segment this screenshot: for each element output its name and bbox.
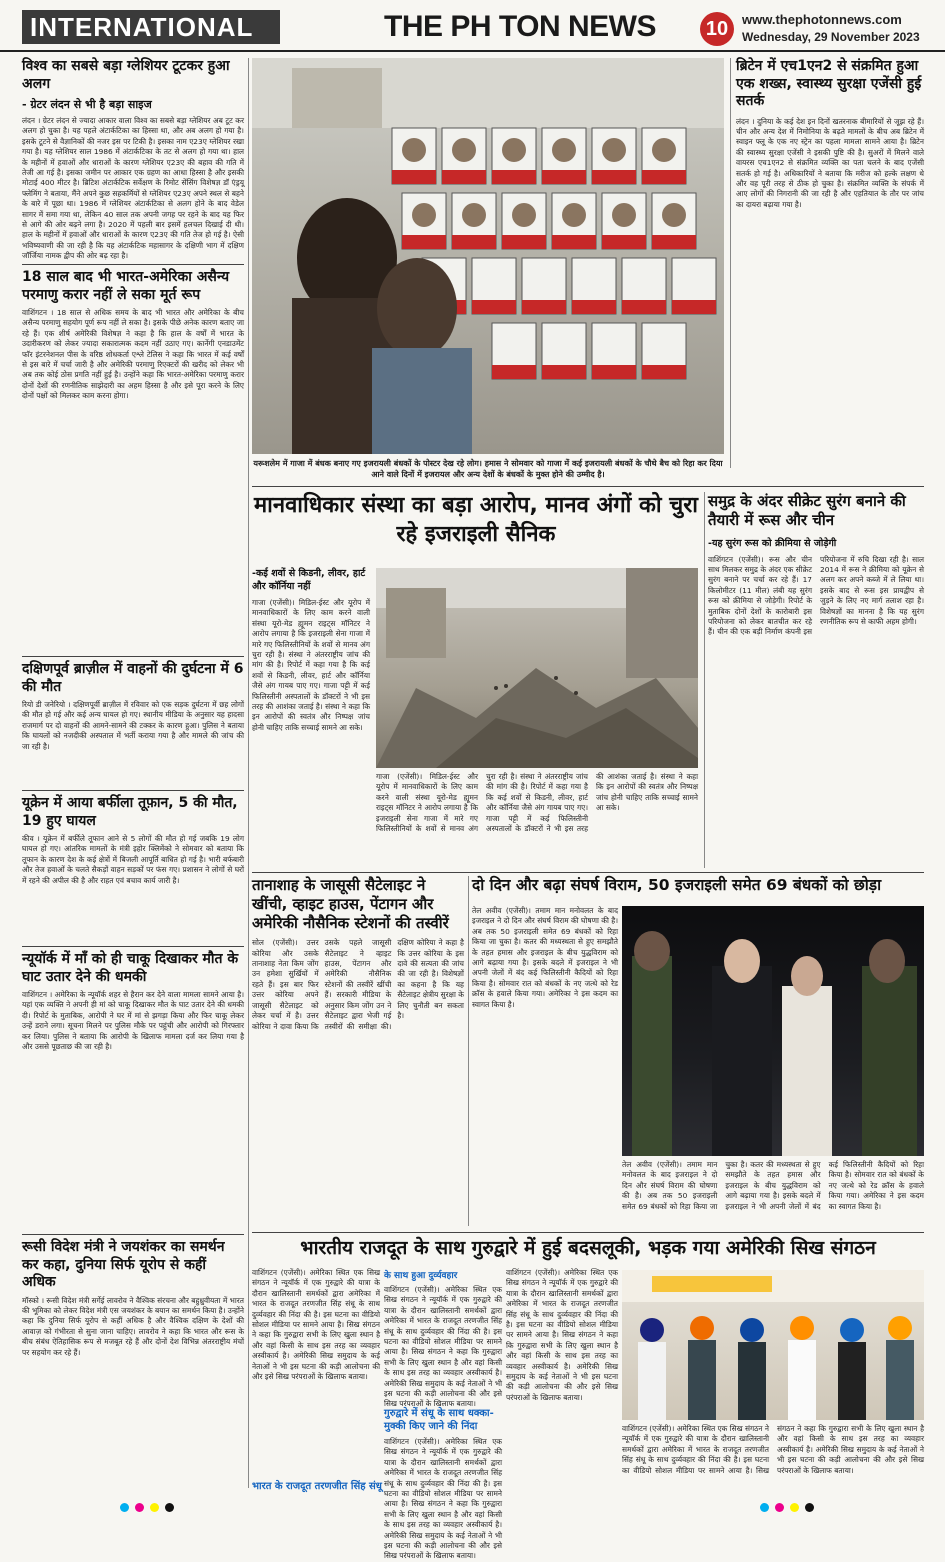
body-ceasefire: तेल अवीव (एजेंसी)। तमाम मान मनोवलत के बाद इजराइल ने दो दिन और संघर्ष विराम की घोषणा की है। अब तक 50 इजराइली समेत 69 बंधकों को रिहा किया जा चुका है। कतर की मध्यस्थता से हुए समझौते के तहत हमास और इजराइल के बीच युद्धविराम को आगे बढ़ाया गया है। इसके बदले में इजराइल ने भी अपनी जेलों में बंद कई फिलिस्तीनी कैदियों को रिहा किया है। सोमवार रात को बंधकों के नए जत्थे को रेड क्रॉस के हवाले किया गया। अमेरिका ने इस कदम का स्वागत किया है। [472, 906, 618, 1009]
photo-illustration [252, 58, 724, 454]
headline-satellite: तानाशाह के जासूसी सैटेलाइट ने खींची, व्हाइट हाउस, पेंटागन और अमेरिकी नौसैनिक स्टेशनों की तस्वीरें [252, 876, 449, 932]
event-illustration [622, 1270, 924, 1420]
human-rights-col1 [252, 566, 370, 866]
divider [252, 872, 924, 873]
hostage-posters-photo [252, 58, 724, 454]
body-newyork: वाशिंगटन । अमेरिका के न्यूयॉर्क शहर से हैरान कर देने वाला मामला सामने आया है। यहां एक व्यक्ति ने अपनी ही मां को चाकू दिखाकर मौत के घाट उतार देने की धमकी दी। रिपोर्ट के मुताबिक, आरोपी ने घर में मां से झगड़ा किया और फिर चाकू लेकर उन्हें डराने लगा। सूचना मिलने पर पुलिस मौके पर पहुंची और आरोपी को गिरफ्तार कर लिया। पुलिस ने बताया कि आरोपी के खिलाफ मामला दर्ज कर लिया गया है और उससे पूछताछ की जा रही है। [22, 990, 244, 1052]
headline-human-rights: मानवाधिकार संस्था का बड़ा आरोप, मानव अंगों को चुरा रहे इजराइली सैनिक [254, 493, 698, 547]
column-separator [468, 876, 469, 1226]
quote-credit: भारत के राजदूत तरणजीत सिंह संधू [252, 1481, 382, 1492]
headline-india-us: 18 साल बाद भी भारत-अमेरिका असैन्य परमाणु करार नहीं ले सका मूर्त रूप [22, 269, 230, 303]
sikh-col2 [384, 1268, 502, 1561]
sikh-col3 [506, 1268, 618, 1488]
headline-ukraine: यूक्रेन में आया बर्फीला तूफ़ान, 5 की मौत, 19 हुए घायल [22, 795, 238, 829]
body-india-us: वाशिंगटन । 18 साल से अधिक समय के बाद भी भारत और अमेरिका के बीच असैन्य परमाणु सहयोग पूर्ण रूप नहीं ले सका है। इसके पीछे अनेक कारण बताए जा रहे हैं। एक शीर्ष अमेरिकी विशेषज्ञ ने कहा है कि हाल के वर्षों में भारत के उदारीकरण को लेकर ज्यादा सकारात्मक कदम नहीं उठाए गए। कार्नेगी एनडाउमेंट फॉर इंटरनेशनल पीस के वरिष्ठ शोधकर्ता एश्ले टेलिस ने कहा कि भारत में कई वर्षों से इस बारे में चर्चा जारी है और अमेरिकी परमाणु रिएक्टरों की खरीद को लेकर भी अब तक कोई ठोस प्रगति नहीं हुई है। उन्होंने कहा कि भारत-अमेरिका परमाणु करार दोनों देशों की रणनीतिक साझेदारी का अहम हिस्सा है और इसे पूरा करने के लिए दोनों पक्षों को मिलकर काम करना होगा। [22, 308, 244, 401]
gaza-rubble-photo [376, 568, 698, 768]
cyan-dot [120, 1503, 129, 1512]
body-human-rights: गाजा (एजेंसी)। मिडिल-ईस्ट और यूरोप में मानवाधिकारों के लिए काम करने वाली संस्था यूरो-मेड ह्यूमन राइट्स मॉनिटर ने आरोप लगाया है कि इजराइली सेना गाजा में मारे गए फिलिस्तीनियों के शवों से मानव अंग चुरा रही है। संस्था ने अंतरराष्ट्रीय जांच की मांग की है। रिपोर्ट में कहा गया है कि कई शवों से किडनी, लीवर, हार्ट और कॉर्निया जैसे अंग गायब पाए गए। गाजा पट्टी में कई फिलिस्तीनी अस्पतालों के डॉक्टरों ने भी इस तरह की आशंका जताई है। संस्था ने कहा कि इन आरोपों की स्वतंत्र और निष्पक्ष जांच होनी चाहिए ताकि सच्चाई सामने आ सके। [252, 598, 370, 732]
subhead-russia-china: -यह सुरंग रूस को क्रीमिया से जोड़ेगी [708, 537, 837, 549]
rubble-illustration [376, 568, 698, 768]
h1n2-article [736, 58, 924, 466]
divider [252, 486, 924, 487]
body-satellite: सोल (एजेंसी)। उत्तर कोरिया और उसके तानाशाह नेता किम जोंग उन हमेशा सुर्खियों में रहते हैं। इस बार फिर उत्तर कोरिया अपने जासूसी सैटेलाइट को लेकर चर्चा में है। उत्तर कोरिया ने दावा किया कि उसके पहले जासूसी सैटेलाइट ने व्हाइट हाउस, पेंटागन और अमेरिकी नौसैनिक स्टेशनों की तस्वीरें खींची हैं। सरकारी मीडिया के अनुसार किम जोंग उन ने सैटेलाइट द्वारा भेजी गई तस्वीरों की समीक्षा की। दक्षिण कोरिया ने कहा है कि उत्तर कोरिया के इस दावे की सत्यता की जांच की जा रही है। विशेषज्ञों का कहना है कि यह सैटेलाइट क्षेत्रीय सुरक्षा के लिए चुनौती बन सकता है। [252, 938, 464, 1031]
publication-date: Wednesday, 29 November 2023 [742, 30, 920, 44]
headline-glacier: विश्व का सबसे बड़ा ग्लेशियर टूटकर हुआ अलग [22, 58, 230, 92]
body-glacier: लंदन । ग्रेटर लंदन से ज्यादा आकार वाला विश्व का सबसे बड़ा ग्लेशियर अब टूट कर अलग हो चुका है। यह पहले अंटार्कटिका का हिस्सा था, और अब अलग हो गया है। इसके टूटने से वैज्ञानिकों की नजर इस पर टिकी है। इसका नाम ए23ए ग्लेशियर रखा गया है। यह ग्लेशियर साल 1986 में अंटार्कटिका के तट से अलग हो गया था। हाल के महीनों में हवाओं और धाराओं के कारण ग्लेशियर ए23ए की बहाव की गति में तेजी आ गई है। इसका जमीन पर आकार एक ग्रहण का आधा हिस्सा है और इसकी मोटाई 400 मीटर है। ब्रिटिश अंटार्कटिक सर्वेक्षण के रिमोट सेंसिंग विशेषज्ञ डॉ एंड्रयू फ्लेमिंग ने बताया, मैंने अपने कुछ सहकर्मियों से ग्लेशियर ए23ए अपने स्थल से बहने के बारे में पूछा था। 1986 में ग्लेशियर अंटार्कटिका से अलग होने के बाद वेडेल सागर में समा गया था, लेकिन 40 साल तक अपनी जगह पर रहने के बाद यह फिर से आगे की ओर बढ़ने लगा है। 2020 में पहली बार इसमें हलचल दिखाई दी थी। हाल के महीनों में हवाओं और धाराओं के कारण ए23ए की गति तेज हो गई है। ऐसी भविष्यवाणी की जा रही है कि यह अंटार्कटिक महासागर के दक्षिणी भाग में दक्षिण जॉर्जिया नामक द्वीप की ओर बढ़ रहा है। [22, 116, 244, 261]
russia-article [22, 1234, 244, 1486]
headline-brazil: दक्षिणपूर्व ब्राज़ील में वाहनों की दुर्घटना में 6 की मौत [22, 661, 244, 695]
subhead-human-rights: -कई शवों से किडनी, लीवर, हार्ट और कॉर्निया नहीं [252, 568, 366, 592]
yellow-dot [790, 1503, 799, 1512]
section-tag: INTERNATIONAL [22, 10, 280, 44]
masthead [0, 0, 945, 52]
headline-russia-china: समुद्र के अंदर सीक्रेट सुरंग बनाने की तैयारी में रूस और चीन [708, 492, 906, 529]
released-hostages-photo [622, 906, 924, 1156]
registration-marks-right [760, 1503, 814, 1512]
headline-ceasefire: दो दिन और बढ़ा संघर्ष विराम, 50 इजराइली समेत 69 बंधकों को छोड़ा [472, 876, 882, 894]
ceasefire-article [472, 876, 924, 1228]
body-sikh-col3: वाशिंगटन (एजेंसी)। अमेरिका स्थित एक सिख संगठन ने न्यूयॉर्क में एक गुरुद्वारे की यात्रा के दौरान खालिस्तानी समर्थकों द्वारा अमेरिका में भारत के राजदूत तरणजीत सिंह संधू के साथ दुर्व्यवहार की निंदा की है। इस घटना का वीडियो सोशल मीडिया पर सामने आया है। सिख संगठन ने कहा कि गुरुद्वारा सभी के लिए खुला स्थान है और वहां किसी के साथ इस तरह का व्यवहार अस्वीकार्य है। अमेरिकी सिख समुदाय के कई नेताओं ने भी इस घटना की कड़ी आलोचना की और इसे सिख परंपराओं के खिलाफ बताया। [506, 1268, 618, 1402]
headline-sikh: भारतीय राजदूत के साथ गुरुद्वारे में हुई बदसलूकी, भड़क गया अमेरिकी सिख संगठन [300, 1237, 876, 1259]
body-sikh: वाशिंगटन (एजेंसी)। अमेरिका स्थित एक सिख संगठन ने न्यूयॉर्क में एक गुरुद्वारे की यात्रा के दौरान खालिस्तानी समर्थकों द्वारा अमेरिका में भारत के राजदूत तरणजीत सिंह संधू के साथ दुर्व्यवहार की निंदा की है। इस घटना का वीडियो सोशल मीडिया पर सामने आया है। सिख संगठन ने कहा कि गुरुद्वारा सभी के लिए खुला स्थान है और वहां किसी के साथ इस तरह का व्यवहार अस्वीकार्य है। अमेरिकी सिख समुदाय के कई नेताओं ने भी इस घटना की कड़ी आलोचना की और इसे सिख परंपराओं के खिलाफ बताया। [252, 1268, 380, 1382]
body-ukraine: कीव । यूक्रेन में बर्फीले तूफान आने से 5 लोगों की मौत हो गई जबकि 19 लोग घायल हो गए। आंतरिक मामलों के मंत्री इहोर क्लिमेंको ने सोमवार को बताया कि तूफान के कारण देश के कई क्षेत्रों में बिजली आपूर्ति बाधित हो गई है। भारी बर्फबारी और तेज हवाओं के चलते सैकड़ों वाहन सड़कों पर फंस गए। प्रशासन ने लोगों से घरों में रहने की अपील की है और राहत एवं बचाव कार्य जारी है। [22, 834, 244, 885]
quote-sikh: गुरुद्वारे में संधू के साथ धक्का-मुक्की किए जाने की निंदा [384, 1408, 494, 1432]
body-sikh-col4: वाशिंगटन (एजेंसी)। अमेरिका स्थित एक सिख संगठन ने न्यूयॉर्क में एक गुरुद्वारे की यात्रा के दौरान खालिस्तानी समर्थकों द्वारा अमेरिका में भारत के राजदूत तरणजीत सिंह संधू के साथ दुर्व्यवहार की निंदा की है। इस घटना का वीडियो सोशल मीडिया पर सामने आया है। सिख संगठन ने कहा कि गुरुद्वारा सभी के लिए खुला स्थान है और वहां किसी के साथ इस तरह का व्यवहार अस्वीकार्य है। अमेरिकी सिख समुदाय के कई नेताओं ने भी इस घटना की कड़ी आलोचना की और इसे सिख परंपराओं के खिलाफ बताया। [622, 1424, 924, 1475]
newspaper-brand: THE PH TON NEWS [384, 10, 656, 43]
divider [22, 264, 244, 265]
left-column [22, 58, 244, 1236]
gurudwara-event-photo [622, 1270, 924, 1420]
body-russia: मॉस्को । रूसी विदेश मंत्री सर्गेई लावरोव ने वैश्विक संरचना और बहुध्रुवीयता में भारत की भूमिका को लेकर विदेश मंत्री एस जयशंकर के बयान का समर्थन किया है। उन्होंने कहा कि दुनिया सिर्फ यूरोप से कहीं अधिक है और वैश्विक दक्षिण के देशों की आवाज़ को गंभीरता से सुना जाना चाहिए। लावरोव ने कहा कि भारत और रूस के बीच संबंध ऐतिहासिक रूप से मजबूत रहे हैं और दोनों देश विभिन्न अंतरराष्ट्रीय मंचों पर सहयोग कर रहे हैं। [22, 1295, 244, 1357]
headline-h1n2: ब्रिटेन में एच1एन2 से संक्रमित हुआ एक शख्स, स्वास्थ्य सुरक्षा एजेंसी हुई सतर्क [736, 58, 922, 109]
box-title-sikh: के साथ हुआ दुर्व्यवहार [384, 1271, 458, 1281]
magenta-dot [135, 1503, 144, 1512]
black-dot [165, 1503, 174, 1512]
body-brazil: रियो डी जनेरियो । दक्षिणपूर्वी ब्राज़ील में रविवार को एक सड़क दुर्घटना में छह लोगों की मौत हो गई और कई अन्य घायल हो गए। स्थानीय मीडिया के अनुसार यह हादसा राजमार्ग पर दो वाहनों की आमने-सामने की टक्कर के कारण हुआ। पुलिस ने बताया कि घायलों को नजदीकी अस्पताल में भर्ती कराया गया है और मामले की जांच की जा रही है। [22, 700, 244, 751]
photo-caption: यरूशलेम में गाजा में बंधक बनाए गए इजरायली बंधकों के पोस्टर देख रहे लोग। हमास ने सोमवार को गाजा में कई इजरायली बंधकों के चौथे बैच को रिहा कर दिया आने वाले दिनों में इजरायल और अन्य देशों के बंधकों के मुक्त होने की उम्मीद है। [253, 459, 723, 479]
body-sikh-more: वाशिंगटन (एजेंसी)। अमेरिका स्थित एक सिख संगठन ने न्यूयॉर्क में एक गुरुद्वारे की यात्रा के दौरान खालिस्तानी समर्थकों द्वारा अमेरिका में भारत के राजदूत तरणजीत सिंह संधू के साथ दुर्व्यवहार की निंदा की है। इस घटना का वीडियो सोशल मीडिया पर सामने आया है। सिख संगठन ने कहा कि गुरुद्वारा सभी के लिए खुला स्थान है और वहां किसी के साथ इस तरह का व्यवहार अस्वीकार्य है। अमेरिकी सिख समुदाय के कई नेताओं ने भी इस घटना की कड़ी आलोचना की और इसे सिख परंपराओं के खिलाफ बताया। [384, 1437, 502, 1561]
tunnel-article [708, 492, 924, 868]
body-russia-china: वाशिंगटन (एजेंसी)। रूस और चीन साथ मिलकर समुद्र के अंदर एक सीक्रेट सुरंग बनाने पर चर्चा कर रहे हैं। 17 किलोमीटर (11 मील) लंबी यह सुरंग रूस को क्रीमिया से जोड़ेगी। रिपोर्ट के मुताबिक दोनों देशों के कारोबारी इस परियोजना को लेकर बातचीत कर रहे हैं। चीन की एक बड़ी निर्माण कंपनी इस परियोजना में रुचि दिखा रही है। साल 2014 में रूस ने क्रीमिया को यूक्रेन से अलग कर अपने कब्जे में ले लिया था। इसके बाद से रूस इस प्रायद्वीप से जुड़ने के लिए नए मार्ग तलाश रहा है। विशेषज्ञों का मानना है कि यह सुरंग रणनीतिक रूप से काफी अहम होगी। [708, 554, 924, 637]
body-ceasefire-continued: तेल अवीव (एजेंसी)। तमाम मान मनोवलत के बाद इजराइल ने दो दिन और संघर्ष विराम की घोषणा की है। अब तक 50 इजराइली समेत 69 बंधकों को रिहा किया जा चुका है। कतर की मध्यस्थता से हुए समझौते के तहत हमास और इजराइल के बीच युद्धविराम को आगे बढ़ाया गया है। इसके बदले में इजराइल ने भी अपनी जेलों में बंद कई फिलिस्तीनी कैदियों को रिहा किया है। सोमवार रात को बंधकों के नए जत्थे को रेड क्रॉस के हवाले किया गया। अमेरिका ने इस कदम का स्वागत किया है। [622, 1160, 924, 1211]
divider [22, 790, 244, 791]
body-sikh-box: वाशिंगटन (एजेंसी)। अमेरिका स्थित एक सिख संगठन ने न्यूयॉर्क में एक गुरुद्वारे की यात्रा के दौरान खालिस्तानी समर्थकों द्वारा अमेरिका में भारत के राजदूत तरणजीत सिंह संधू के साथ दुर्व्यवहार की निंदा की है। इस घटना का वीडियो सोशल मीडिया पर सामने आया है। सिख संगठन ने कहा कि गुरुद्वारा सभी के लिए खुला स्थान है और वहां किसी के साथ इस तरह का व्यवहार अस्वीकार्य है। अमेरिकी सिख समुदाय के कई नेताओं ने भी इस घटना की कड़ी आलोचना की और इसे सिख परंपराओं के खिलाफ बताया। [384, 1285, 502, 1409]
column-separator [248, 58, 249, 1488]
human-rights-col2 [376, 772, 698, 866]
cyan-dot [760, 1503, 769, 1512]
headline-russia: रूसी विदेश मंत्री ने जयशंकर का समर्थन कर कहा, दुनिया सिर्फ यूरोप से कहीं अधिक [22, 1239, 225, 1290]
divider [22, 1234, 244, 1235]
magenta-dot [775, 1503, 784, 1512]
divider [252, 1232, 924, 1233]
column-separator [704, 492, 705, 868]
column-separator [730, 58, 731, 468]
website-link[interactable]: www.thephotonnews.com [742, 12, 902, 27]
sikh-col4 [622, 1424, 924, 1488]
satellite-article [252, 876, 464, 1226]
yellow-dot [150, 1503, 159, 1512]
divider [22, 656, 244, 657]
subhead-glacier: - ग्रेटर लंदन से भी है बड़ा साइज [22, 98, 152, 111]
body-human-rights-continued: गाजा (एजेंसी)। मिडिल-ईस्ट और यूरोप में मानवाधिकारों के लिए काम करने वाली संस्था यूरो-मेड ह्यूमन राइट्स मॉनिटर ने आरोप लगाया है कि इजराइली सेना गाजा में मारे गए फिलिस्तीनियों के शवों से मानव अंग चुरा रही है। संस्था ने अंतरराष्ट्रीय जांच की मांग की है। रिपोर्ट में कहा गया है कि कई शवों से किडनी, लीवर, हार्ट और कॉर्निया जैसे अंग गायब पाए गए। गाजा पट्टी में कई फिलिस्तीनी अस्पतालों के डॉक्टरों ने भी इस तरह की आशंका जताई है। संस्था ने कहा कि इन आरोपों की स्वतंत्र और निष्पक्ष जांच होनी चाहिए ताकि सच्चाई सामने आ सके। [376, 772, 698, 834]
registration-marks-left [120, 1503, 174, 1512]
night-scene-illustration [622, 906, 924, 1156]
page-number-badge: 10 [700, 12, 734, 46]
body-h1n2: लंदन । दुनिया के कई देश इन दिनों खतरनाक बीमारियों से जूझ रहे हैं। चीन और अन्य देश में निमोनिया के बढ़ते मामलों के बीच अब ब्रिटेन में स्वाइन फ्लू के एक नए स्ट्रेन का पहला मामला सामने आया है। ब्रिटेन की स्वास्थ्य सुरक्षा एजेंसी ने इसकी पुष्टि की है। सुअरों में मिलने वाले वायरस एच1एन2 से संक्रमित व्यक्ति का पता चलने के बाद एजेंसी सतर्क हो गई है। अधिकारियों ने बताया कि मरीज को हल्के लक्षण थे और वह पूरी तरह से ठीक हो चुका है। संक्रमित व्यक्ति के संपर्क में आए लोगों की निगरानी की जा रही है और एहतियात के तौर पर जांच का दायरा बढ़ाया गया है। [736, 116, 924, 209]
black-dot [805, 1503, 814, 1512]
headline-newyork: न्यूयॉर्क में माँ को ही चाकू दिखाकर मौत के घाट उतार देने की धमकी [22, 951, 239, 985]
divider [22, 946, 244, 947]
sikh-col1 [252, 1268, 380, 1488]
